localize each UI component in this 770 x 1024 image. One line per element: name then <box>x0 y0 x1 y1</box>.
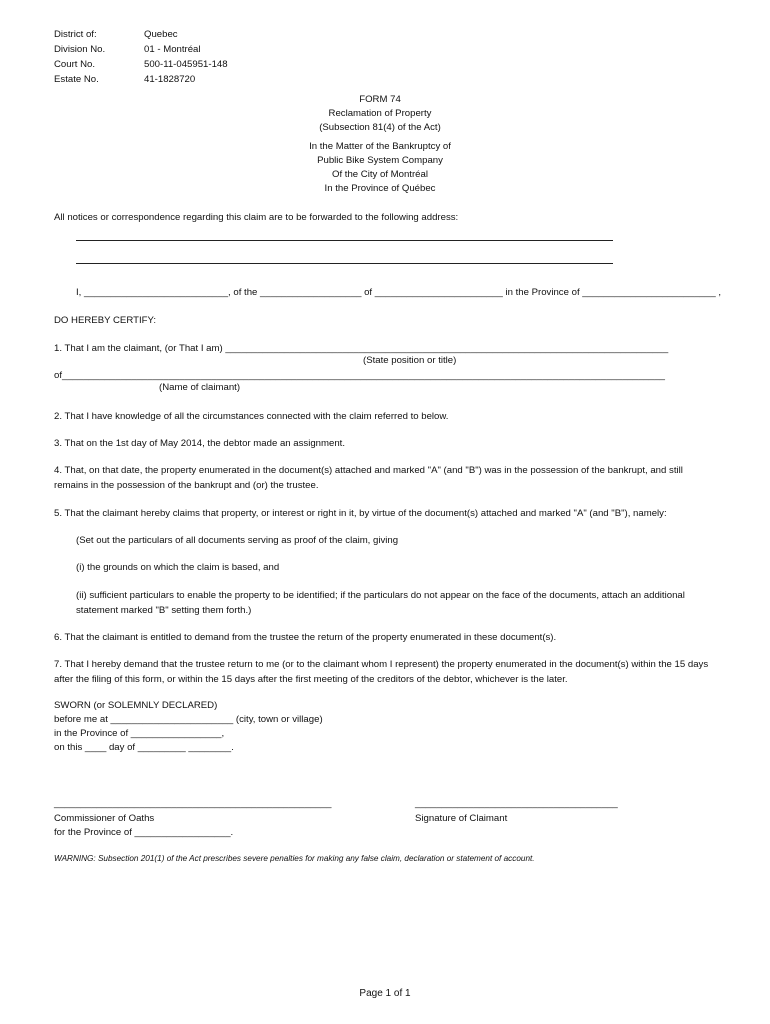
address-line-2[interactable] <box>76 263 613 264</box>
claimant-signature-line[interactable]: ______________________________________ <box>415 798 618 809</box>
claimant-signature-label: Signature of Claimant <box>415 813 508 824</box>
sworn-date-line: on this ____ day of _________ ________. <box>54 742 234 753</box>
matter-line-1: In the Matter of the Bankruptcy of <box>309 141 451 152</box>
item-3: 3. That on the 1st day of May 2014, the debtor made an assignment. <box>54 438 346 449</box>
item-6: 6. That the claimant is entitled to demand from the trustee the return of the property enumerated in these document(s). <box>54 632 557 643</box>
estate-label: Estate No. <box>54 74 99 85</box>
form-subsection: (Subsection 81(4) of the Act) <box>319 122 441 133</box>
matter-line-4: In the Province of Québec <box>324 183 436 194</box>
page-number: Page 1 of 1 <box>359 988 411 999</box>
division-label: Division No. <box>54 44 106 55</box>
item-5-grounds: (i) the grounds on which the claim is based, and <box>76 562 280 573</box>
claimant-identity-line: I, ___________________________, of the ___________________ of ________________________ in the Province of _________________________ , <box>76 287 721 298</box>
sworn-heading: SWORN (or SOLEMNLY DECLARED) <box>54 700 218 711</box>
court-value: 500-11-045951-148 <box>144 59 228 70</box>
name-caption: (Name of claimant) <box>159 382 241 393</box>
item-1-line: 1. That I am the claimant, (or That I am) ___________________________________________________________________________________ <box>54 343 669 354</box>
item-7: 7. That I hereby demand that the trustee return to me (or to the claimant whom I represent) the property enumerated in the document(s) within the 15 days after the filing of this form, or within the 15 days after the first meeting of the creditors of the debtor, whichever is the later. <box>54 659 709 685</box>
address-line-1[interactable] <box>76 240 613 241</box>
division-value: 01 - Montréal <box>144 44 201 55</box>
district-label: District of: <box>54 29 97 40</box>
commissioner-signature-line[interactable]: ____________________________________________________ <box>54 798 332 809</box>
sworn-place-line: before me at _______________________ (city, town or village) <box>54 714 323 725</box>
notices-text: All notices or correspondence regarding this claim are to be forwarded to the following address: <box>54 212 459 223</box>
estate-value: 41-1828720 <box>144 74 196 85</box>
item-1-of-line: of_________________________________________________________________________________________________________________ <box>54 370 665 381</box>
commissioner-province-line: for the Province of __________________. <box>54 827 234 838</box>
court-label: Court No. <box>54 59 96 70</box>
item-4: 4. That, on that date, the property enumerated in the document(s) attached and marked "A" (and "B") was in the possession of the bankrupt, and still remains in the possession of the bankrupt and (or) the trustee. <box>54 465 683 491</box>
form-number: FORM 74 <box>359 94 401 105</box>
matter-line-2: Public Bike System Company <box>317 155 443 166</box>
district-value: Quebec <box>144 29 178 40</box>
warning-text: WARNING: Subsection 201(1) of the Act prescribes severe penalties for making any false claim, declaration or statement of account. <box>54 854 535 863</box>
matter-line-3: Of the City of Montréal <box>332 169 428 180</box>
item-2: 2. That I have knowledge of all the circumstances connected with the claim referred to below. <box>54 411 449 422</box>
item-5-sufficient-particulars: (ii) sufficient particulars to enable the property to be identified; if the particulars do not appear on the face of the documents, attach an additional statement marked "B" setting them forth.) <box>76 590 685 616</box>
certify-heading: DO HEREBY CERTIFY: <box>54 315 157 326</box>
item-5-particulars: (Set out the particulars of all documents serving as proof of the claim, giving <box>76 535 399 546</box>
sworn-province-line: in the Province of _________________, <box>54 728 225 739</box>
item-5: 5. That the claimant hereby claims that property, or interest or right in it, by virtue of the document(s) attached and marked "A" (and "B"), namely: <box>54 508 667 519</box>
commissioner-label: Commissioner of Oaths <box>54 813 155 824</box>
position-caption: (State position or title) <box>363 355 457 366</box>
form-name: Reclamation of Property <box>328 108 432 119</box>
